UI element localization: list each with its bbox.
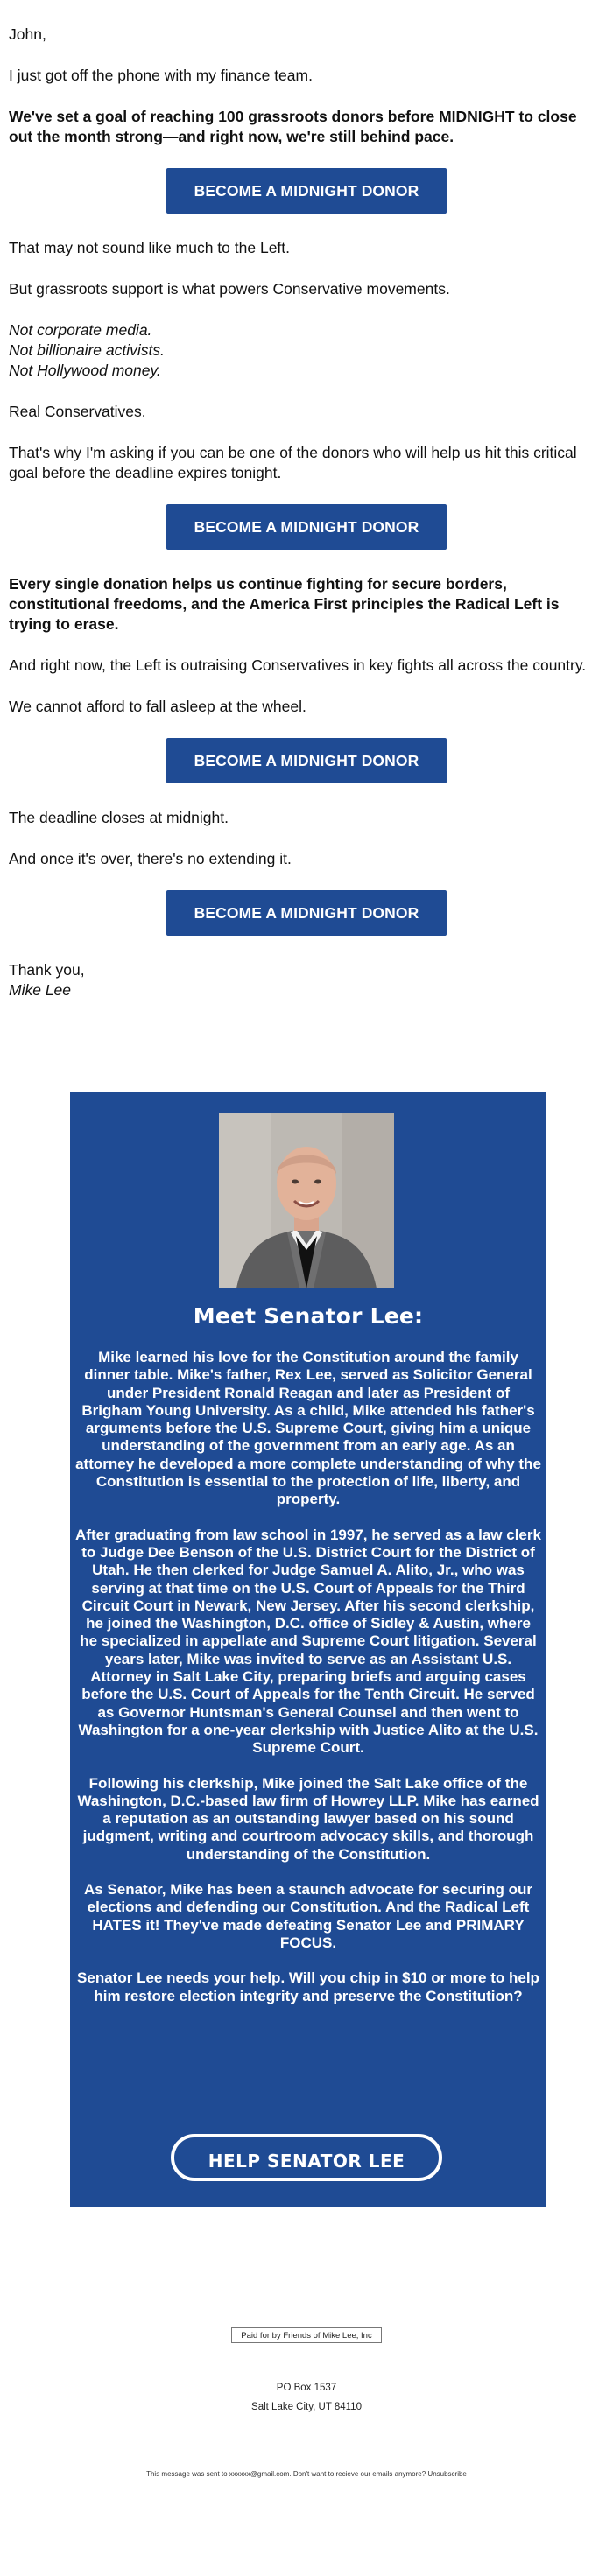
paragraph: That may not sound like much to the Left.: [9, 239, 291, 256]
paragraph-goal: We've set a goal of reaching 100 grassroots donors before MIDNIGHT to close out the month strong—and right now, we're still behind pace.: [9, 108, 577, 145]
bio-paragraph: After graduating from law school in 1997, he served as a law clerk to Judge Dee Benson of the U.S. District Court for the District of Utah. He then clerked for Judge Samuel A. Alito, Jr., who was serving at that time on the U.S. Court of Appeals for the Third Circuit Court in Newark, New Jersey. After his second clerkship, he joined the Washington, D.C. office of Sidley & Austin, where he specialized in appellate and Supreme Court litigation. Several years later, Mike was invited to serve as an Assistant U.S. Attorney in Salt Lake City, preparing briefs and arguing cases before the U.S. Court of Appeals for the Tenth Circuit. He served as Governor Huntsman's General Counsel and then went to Washington for a one-year clerkship with Justice Alito at the U.S. Supreme Court.: [75, 1526, 541, 1757]
midnight-donor-button[interactable]: BECOME A MIDNIGHT DONOR: [166, 890, 447, 936]
not-list: [9, 320, 604, 381]
not-line: Not billionaire activists.: [9, 341, 165, 359]
paragraph: And right now, the Left is outraising Conservatives in key fights all across the country.: [9, 656, 587, 674]
paragraph: I just got off the phone with my finance team.: [9, 67, 313, 84]
paragraph: But grassroots support is what powers Conservative movements.: [9, 280, 450, 298]
bio-heading: Meet Senator Lee:: [193, 1303, 424, 1329]
signoff-block: [9, 960, 604, 1000]
address-line: PO Box 1537: [276, 2383, 337, 2393]
paragraph: The deadline closes at midnight.: [9, 809, 229, 826]
bio-text: [75, 1349, 541, 2023]
bio-panel: [70, 1092, 546, 2207]
not-line: Not corporate media.: [9, 321, 152, 339]
paragraph: That's why I'm asking if you can be one of the donors who will help us hit this critical goal before the deadline expires tonight.: [9, 444, 577, 481]
bio-paragraph: As Senator, Mike has been a staunch advocate for securing our elections and defending our Constitution. And the Radical Left HATES it! They've made defeating Senator Lee and PRIMARY FOCUS.: [83, 1881, 533, 1951]
senator-photo: [219, 1113, 394, 1288]
bio-paragraph: Mike learned his love for the Constitution around the family dinner table. Mike's father, Rex Lee, served as Solicitor General under President Ronald Reagan and later as President of Brigham Young University. As a child, Mike attended his father's arguments before the U.S. Supreme Court, giving him a unique understanding of the government from an early age. As an attorney he developed a more complete understanding of why the Constitution is essential to the protection of life, liberty, and property.: [75, 1349, 541, 1508]
midnight-donor-button[interactable]: BECOME A MIDNIGHT DONOR: [166, 504, 447, 550]
signature: Mike Lee: [9, 981, 72, 999]
not-line: Not Hollywood money.: [9, 361, 161, 379]
paragraph: Real Conservatives.: [9, 403, 146, 420]
midnight-donor-button[interactable]: BECOME A MIDNIGHT DONOR: [166, 168, 447, 214]
paragraph-donation: Every single donation helps us continue fighting for secure borders, constitutional freedoms, and the America First principles the Radical Left is trying to erase.: [9, 575, 560, 633]
email-body: [0, 0, 613, 1000]
footer-notice: [0, 2470, 613, 2478]
paragraph: And once it's over, there's no extending it.: [9, 850, 292, 867]
greeting: John,: [9, 25, 46, 43]
signoff: Thank you,: [9, 961, 85, 979]
address-line: Salt Lake City, UT 84110: [251, 2402, 362, 2412]
unsubscribe-notice-link[interactable]: This message was sent to xxxxxx@gmail.com. Don't want to recieve our emails anymore? Unsubscribe: [146, 2470, 467, 2478]
bio-paragraph: Senator Lee needs your help. Will you chip in $10 or more to help him restore election integrity and preserve the Constitution?: [77, 1969, 539, 2004]
bio-paragraph: Following his clerkship, Mike joined the Salt Lake office of the Washington, D.C.-based law firm of Howrey LLP. Mike has earned a reputation as an outstanding lawyer based on his sound judgment, writing and courtroom advocacy skills, and thorough understanding of the Constitution.: [77, 1774, 539, 1863]
help-senator-lee-button[interactable]: HELP SENATOR LEE: [171, 2134, 442, 2181]
paragraph: We cannot afford to fall asleep at the wheel.: [9, 698, 306, 715]
midnight-donor-button[interactable]: BECOME A MIDNIGHT DONOR: [166, 738, 447, 783]
paid-for-disclaimer: Paid for by Friends of Mike Lee, Inc: [231, 2327, 382, 2343]
